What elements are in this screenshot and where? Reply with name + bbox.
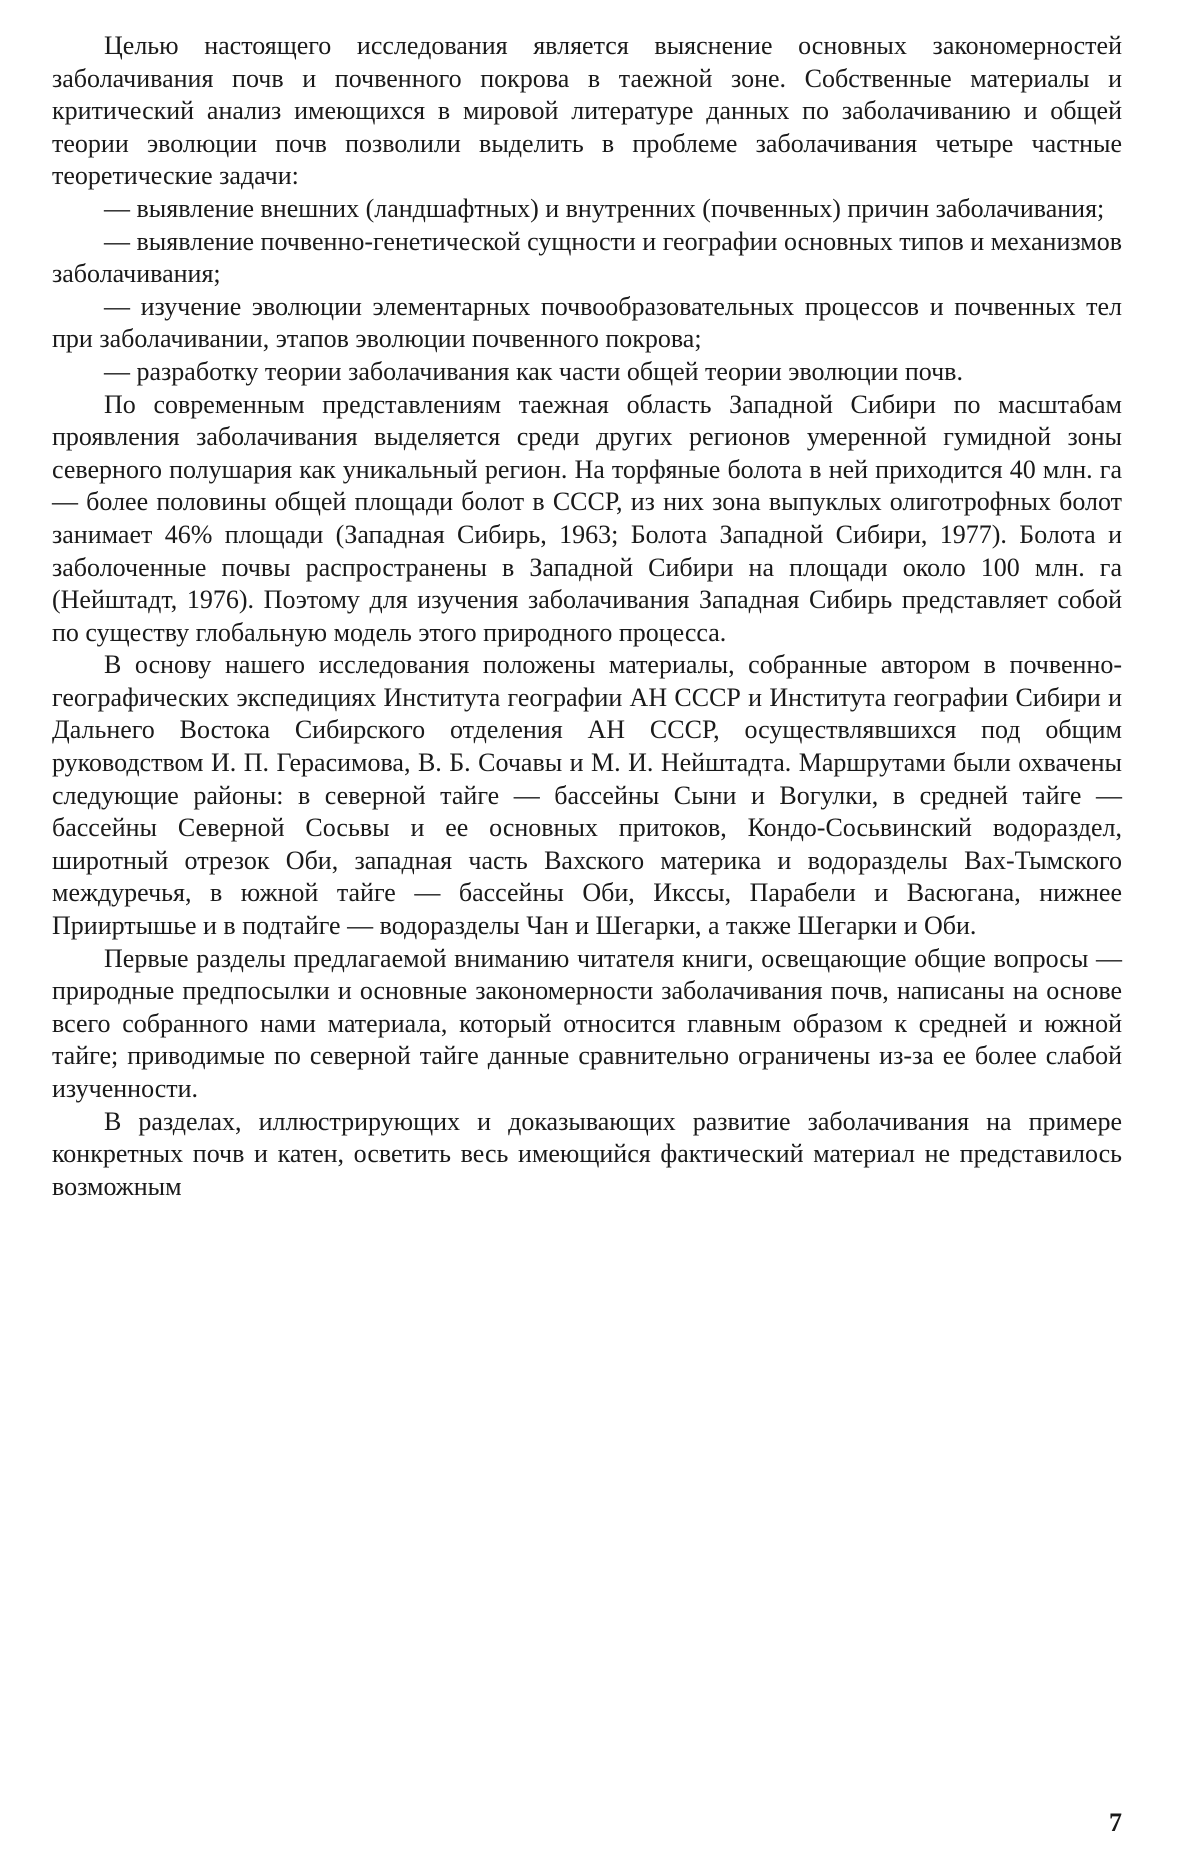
paragraph-west-siberia: По современным представлениям таежная область Западной Сибири по масштабам проявления заболачивания выделяется среди других регионов умеренной гумидной зоны северного полушария как уникальный регион. На торфяные болота в ней приходится 40 млн. га — более половины общей площади болот в СССР, из них зона выпуклых олиготрофных болот занимает 46% площади (Западная Сибирь, 1963; Болота Западной Сибири, 1977). Болота и заболоченные почвы распространены в Западной Сибири на площади около 100 млн. га (Нейштадт, 1976). Поэтому для изучения заболачивания Западная Сибирь представляет собой по существу глобальную модель этого природного процесса. xyxy=(52,389,1122,647)
paragraph-intro: Целью настоящего исследования является выяснение основных закономерностей заболачивания почв и почвенного покрова в таежной зоне. Собственные материалы и критический анализ имеющихся в мировой литературе данных по заболачиванию и общей теории эволюции почв позволили выделить в проблеме заболачивания четыре частные теоретические задачи: xyxy=(52,31,1122,191)
list-item-causes: — выявление внешних (ландшафтных) и внутренних (почвенных) причин заболачивания; xyxy=(104,193,1105,223)
paragraph-illustrating-sections: В разделах, иллюстрирующих и доказывающих развитие заболачивания на примере конкретных почв и катен, осветить весь имеющийся фактический материал не представилось возможным xyxy=(52,1106,1122,1201)
list-item-types: — выявление почвенно-генетической сущности и географии основных типов и механизмов заболачивания; xyxy=(52,226,1122,289)
list-item-evolution: — изучение эволюции элементарных почвообразовательных процессов и почвенных тел при заболачивании, этапов эволюции почвенного покрова; xyxy=(52,291,1122,354)
page-number: 7 xyxy=(1109,1808,1122,1837)
text-body xyxy=(52,30,1122,1203)
paragraph-materials: В основу нашего исследования положены материалы, собранные автором в почвенно-географических экспедициях Института географии АН СССР и Института географии Сибири и Дальнего Востока Сибирского отделения АН СССР, осуществлявшихся под общим руководством И. П. Герасимова, В. Б. Сочавы и М. И. Нейштадта. Маршрутами были охвачены следующие районы: в северной тайге — бассейны Сыни и Вогулки, в средней тайге — бассейны Северной Сосьвы и ее основных притоков, Кондо-Сосьвинский водораздел, широтный отрезок Оби, западная часть Вахского материка и водоразделы Вах-Тымского междуречья, в южной тайге — бассейны Оби, Икссы, Парабели и Васюгана, нижнее Прииртышье и в подтайге — водоразделы Чан и Шегарки, а также Шегарки и Оби. xyxy=(52,650,1122,941)
list-item-theory: — разработку теории заболачивания как части общей теории эволюции почв. xyxy=(104,356,963,386)
paragraph-first-sections: Первые разделы предлагаемой вниманию читателя книги, освещающие общие вопросы — природные предпосылки и основные закономерности заболачивания почв, написаны на основе всего собранного нами материала, который относится главным образом к средней и южной тайге; приводимые по северной тайге данные сравнительно ограничены из-за ее более слабой изученности. xyxy=(52,943,1122,1103)
book-page xyxy=(52,30,1122,1790)
